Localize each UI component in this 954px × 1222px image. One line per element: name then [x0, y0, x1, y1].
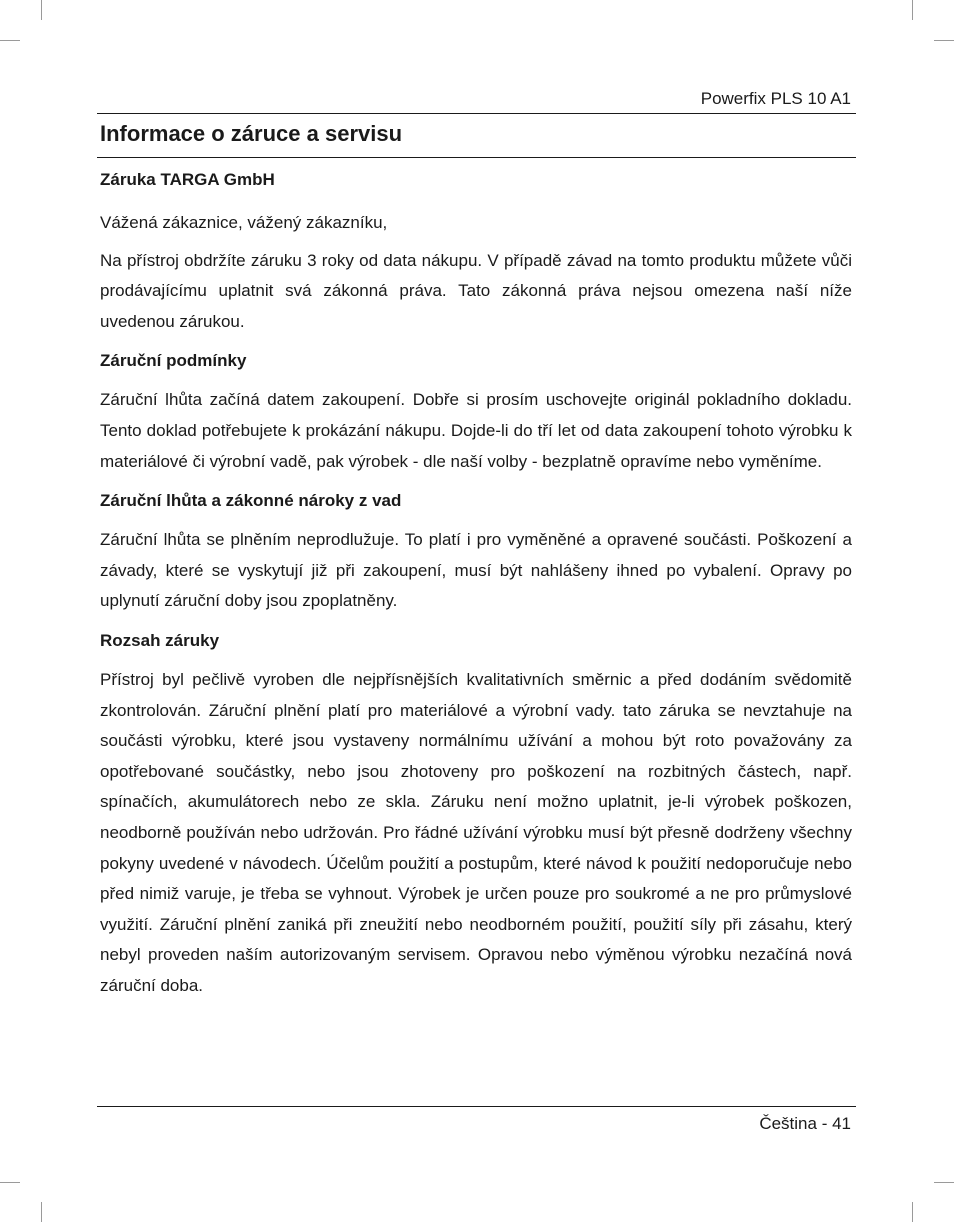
crop-mark-top-left-vertical	[41, 0, 42, 20]
paragraph: Záruční lhůta se plněním neprodlužuje. To platí i pro vyměněné a opravené součásti. Poškození a závady, které se vyskytují již při zakoupení, musí být nahlášeny ihned po vybalení. Opravy po uplynutí záruční doby jsou zpoplatněny.	[100, 530, 852, 611]
crop-mark-top-right-vertical	[912, 0, 913, 20]
section-heading: Rozsah záruky	[100, 630, 220, 650]
paragraph: Na přístroj obdržíte záruku 3 roky od data nákupu. V případě závad na tomto produktu můžete vůči prodávajícímu uplatnit svá zákonná práva. Tato zákonná práva nejsou omezena naší níže uvedenou zárukou.	[100, 250, 852, 331]
header-rule	[97, 113, 856, 114]
crop-mark-top-left-horizontal	[0, 40, 20, 41]
greeting-text: Vážená zákaznice, vážený zákazníku,	[100, 213, 388, 232]
section-warranty-period	[100, 490, 852, 617]
title-rule	[97, 157, 856, 158]
crop-mark-bottom-right-horizontal	[934, 1182, 954, 1183]
crop-mark-bottom-left-horizontal	[0, 1182, 20, 1183]
section-heading: Záruka TARGA GmbH	[100, 170, 275, 189]
document-body	[100, 169, 852, 1001]
section-heading: Záruční podmínky	[100, 351, 247, 371]
section-warranty-conditions	[100, 350, 852, 477]
footer-rule	[97, 1106, 856, 1107]
crop-mark-top-right-horizontal	[934, 40, 954, 41]
section-warranty-scope	[100, 630, 852, 1002]
section-warranty-targa	[100, 169, 852, 337]
paragraph: Přístroj byl pečlivě vyroben dle nejpřísnějších kvalitativních směrnic a před dodáním svědomitě zkontrolován. Záruční plnění platí pro materiálové a výrobní vady. tato záruka se nevztahuje na součásti výrobku, které jsou vystaveny normálnímu užívání a mohou být roto považovány za opotřebované součástky, nebo jsou zhotoveny pro poškození na rozbitných částech, např. spínačích, akumulátorech nebo ze skla. Záruku není možno uplatnit, je-li výrobek poškozen, neodborně používán nebo udržován. Pro řádné užívání výrobku musí být přesně dodrženy všechny pokyny uvedené v návodech. Účelům použití a postupům, které návod k použití nedoporučuje nebo před nimiž varuje, je třeba se vyhnout. Výrobek je určen pouze pro soukromé a ne pro průmyslové využití. Záruční plnění zaniká při zneužití nebo neodborném použití, použití síly při zásahu, který nebyl proveden naším autorizovaným servisem. Opravou nebo výměnou výrobku nezačíná nová záruční doba.	[100, 669, 852, 995]
crop-mark-bottom-right-vertical	[912, 1202, 913, 1222]
crop-mark-bottom-left-vertical	[41, 1202, 42, 1222]
page-title: Informace o záruce a servisu	[100, 121, 403, 146]
header-model-name: Powerfix PLS 10 A1	[700, 89, 851, 108]
paragraph: Záruční lhůta začíná datem zakoupení. Dobře si prosím uschovejte originál pokladního dokladu. Tento doklad potřebujete k prokázání nákupu. Dojde-li do tří let od data zakoupení tohoto výrobku k materiálové či výrobní vadě, pak výrobek - dle naší volby - bezplatně opravíme nebo vyměníme.	[100, 390, 852, 471]
section-heading: Záruční lhůta a zákonné nároky z vad	[100, 491, 402, 511]
page-number: Čeština - 41	[759, 1114, 851, 1133]
